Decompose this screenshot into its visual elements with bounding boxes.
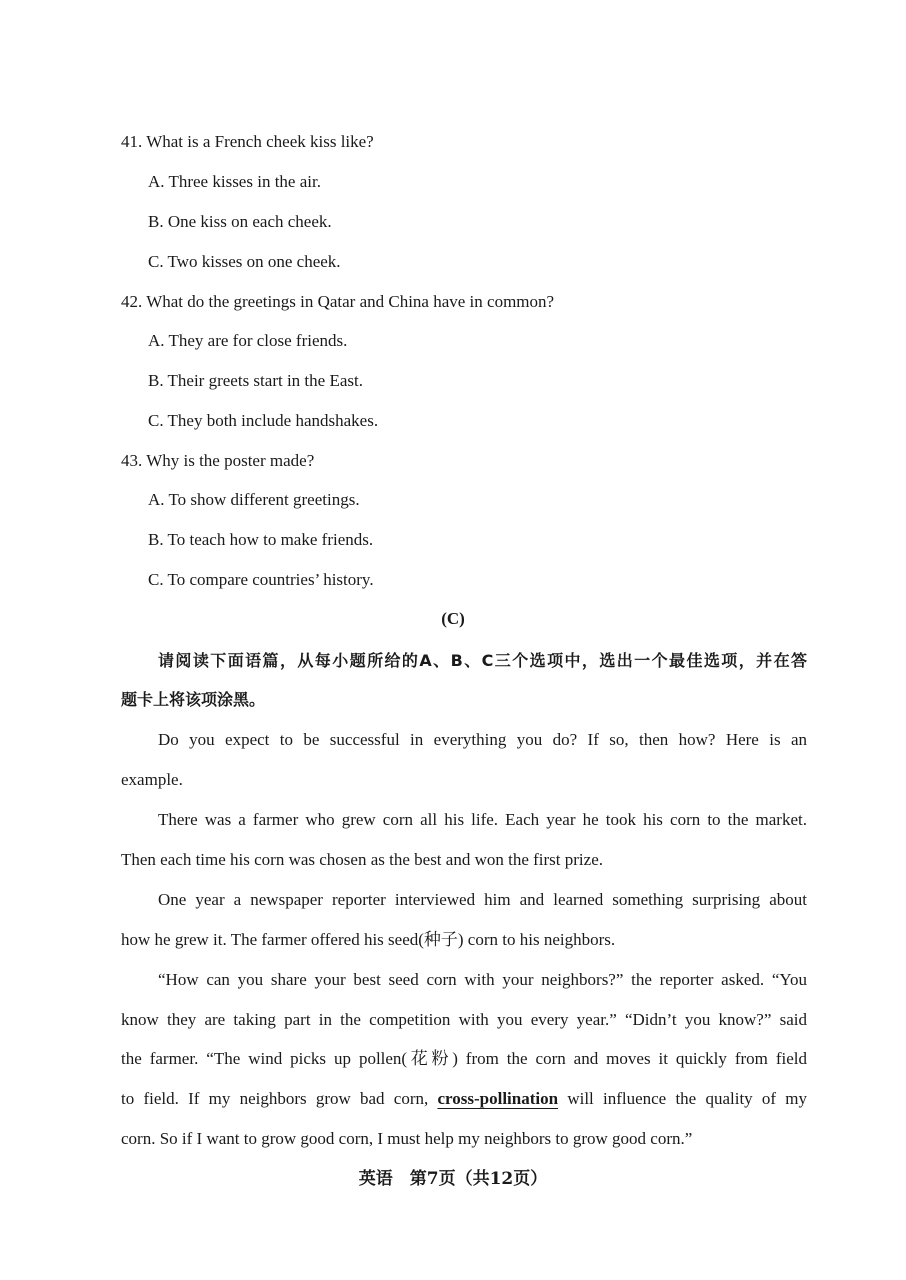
passage-paragraph-2-line-1: There was a farmer who grew corn all his life. Each year he took his corn to the market. [158, 810, 807, 829]
passage-paragraph-4-line-1: “How can you share your best seed corn with your neighbors?” the reporter asked. “You [158, 970, 807, 989]
underlined-term: cross-pollination [437, 1089, 559, 1108]
question-41-option-a: A. Three kisses in the air. [148, 172, 321, 191]
question-43-stem: 43. Why is the poster made? [121, 451, 315, 470]
passage-paragraph-4-line-4 [121, 1088, 807, 1110]
passage-text: will influence the quality of my [567, 1089, 808, 1108]
question-43-option-b: B. To teach how to make friends. [148, 530, 374, 549]
passage-paragraph-4-line-2: know they are taking part in the competition with you every year.” “Didn’t you know?” said [121, 1010, 807, 1029]
question-43-option-c: C. To compare countries’ history. [148, 570, 374, 589]
instruction-line-2: 题卡上将该项涂黑。 [121, 690, 266, 709]
passage-paragraph-3-line-1: One year a newspaper reporter interviewed him and learned something surprising about [158, 890, 807, 909]
section-title: (C) [441, 609, 465, 628]
passage-paragraph-1-line-2: example. [121, 770, 183, 789]
question-41-stem: 41. What is a French cheek kiss like? [121, 132, 374, 151]
question-42-stem: 42. What do the greetings in Qatar and China have in common? [121, 292, 555, 311]
passage-paragraph-4-line-5: corn. So if I want to grow good corn, I must help my neighbors to grow good corn.” [121, 1129, 693, 1148]
question-41-option-c: C. Two kisses on one cheek. [148, 252, 341, 271]
passage-paragraph-4-line-3: the farmer. “The wind picks up pollen(花粉) from the corn and moves it quickly from field [121, 1049, 807, 1068]
question-42-option-b: B. Their greets start in the East. [148, 371, 363, 390]
passage-paragraph-3-line-2: how he grew it. The farmer offered his seed(种子) corn to his neighbors. [121, 930, 616, 949]
passage-paragraph-2-line-2: Then each time his corn was chosen as the best and won the first prize. [121, 850, 603, 869]
question-43-option-a: A. To show different greetings. [148, 490, 360, 509]
instruction-line-1: 请阅读下面语篇，从每小题所给的A、B、C三个选项中，选出一个最佳选项，并在答 [158, 651, 807, 670]
passage-paragraph-1-line-1: Do you expect to be successful in everything you do? If so, then how? Here is an [158, 730, 807, 749]
question-42-option-c: C. They both include handshakes. [148, 411, 379, 430]
page-footer: 英语 第7页（共12页） [358, 1169, 548, 1189]
question-42-option-a: A. They are for close friends. [148, 331, 348, 350]
passage-text: to field. If my neighbors grow bad corn, [121, 1089, 429, 1108]
question-41-option-b: B. One kiss on each cheek. [148, 212, 332, 231]
